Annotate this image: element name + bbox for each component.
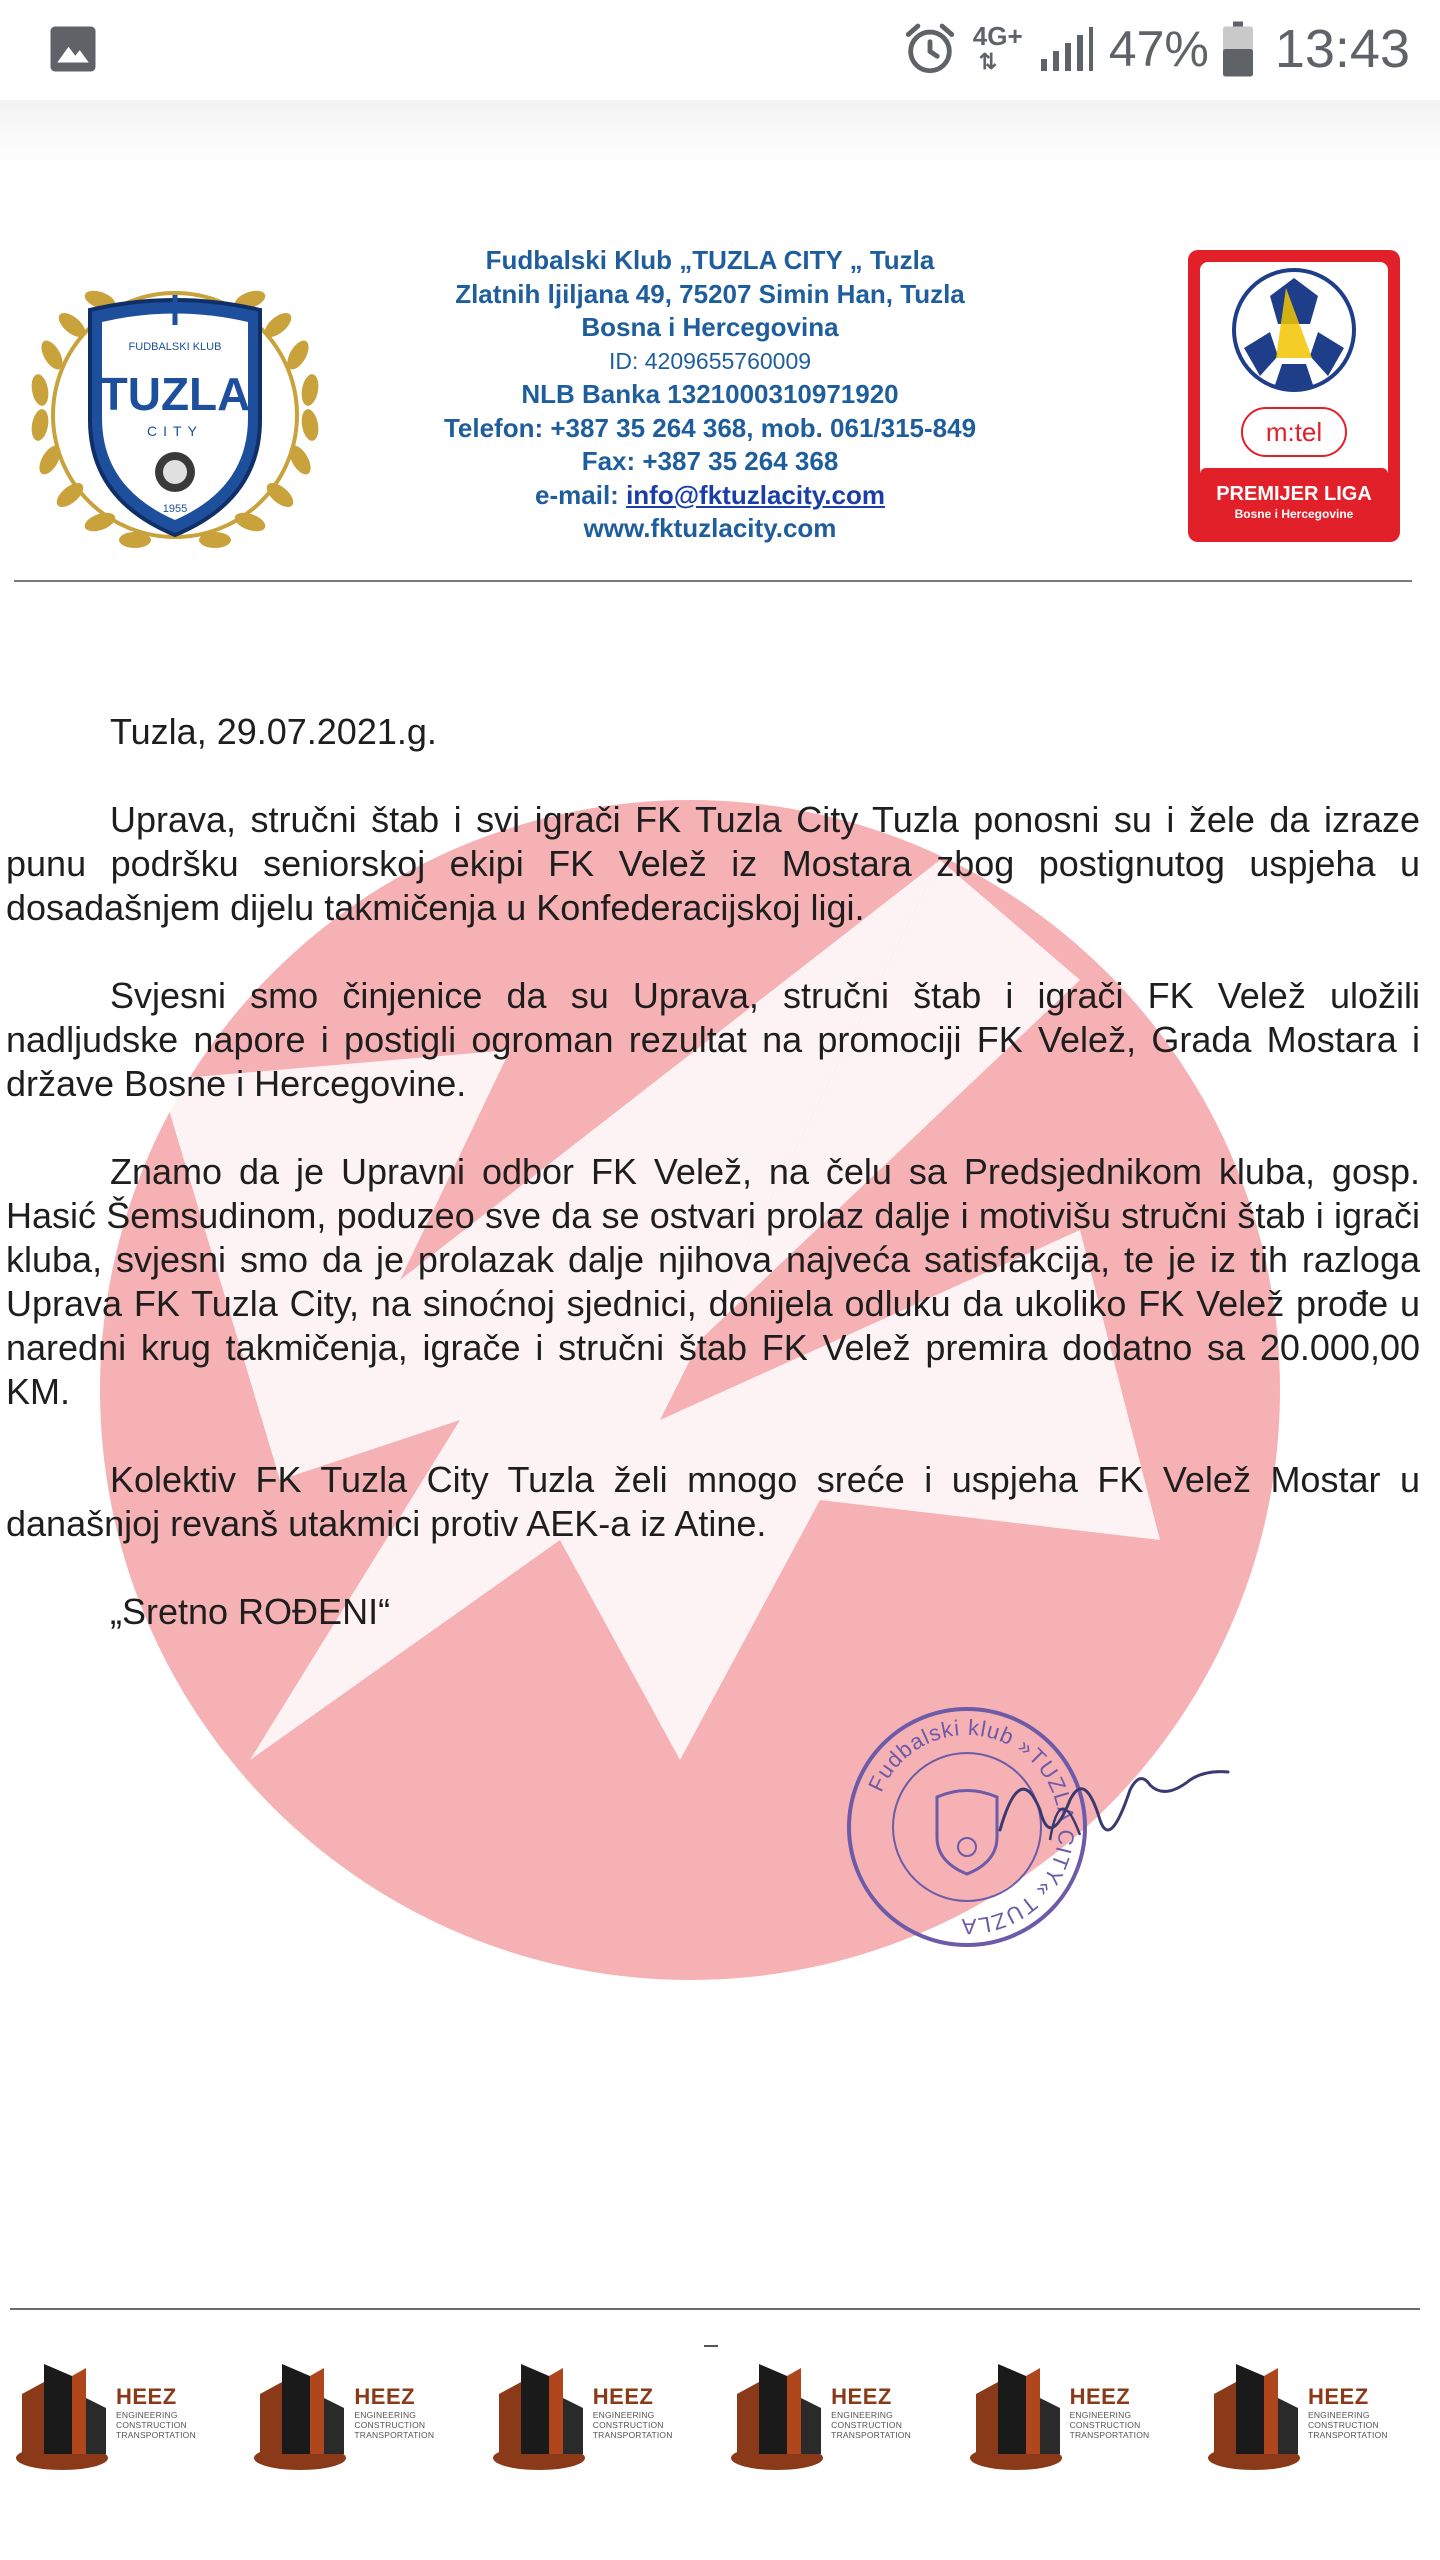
sponsor-name: HEEZ [116,2384,177,2409]
stamp-text: Fudbalski klub »TUZLA CITY« TUZLA [863,1714,1080,1940]
league-sub: Bosne i Hercegovine [1234,507,1354,521]
email-link[interactable]: info@fktuzlacity.com [626,479,885,510]
sponsor-tagline [354,2410,434,2440]
sponsor-tagline [1070,2410,1150,2440]
logo-sub: CITY [147,423,203,439]
gallery-icon [46,22,100,76]
building-icon [968,2354,1068,2474]
sponsor-tag-1: ENGINEERING [592,2410,655,2420]
sponsor-tag-1: ENGINEERING [354,2410,417,2420]
building-icon [252,2354,352,2474]
league-name: PREMIJER LIGA [1216,483,1372,505]
sponsor-logo-heez [968,2354,1196,2474]
sponsor-tag-3: TRANSPORTATION [1307,2430,1388,2440]
sponsor-tagline [1308,2410,1388,2440]
sponsor-tag-3: TRANSPORTATION [116,2430,196,2440]
club-phone: Telefon: +387 35 264 368, mob. 061/315-849 [443,412,977,443]
battery-icon [1223,21,1253,77]
building-icon [14,2354,114,2474]
building-icon [1206,2354,1306,2474]
letter-closing: „Sretno ROĐENI“ [110,1591,391,1632]
logo-year: 1955 [162,503,188,515]
sponsor-tag-1: ENGINEERING [1307,2410,1370,2420]
battery-percent: 47% [1108,21,1209,77]
email-label: e-mail: [535,479,627,510]
club-website: www.fktuzlacity.com [583,513,837,543]
sponsor-tagline [831,2410,911,2440]
sponsor-tag-3: TRANSPORTATION [592,2430,673,2440]
sponsor-tag-2: CONSTRUCTION [354,2420,426,2430]
premijer-liga-logo [1186,248,1402,544]
sponsor-name: HEEZ [1307,2384,1369,2409]
clock: 13:43 [1274,19,1410,79]
letter-date: Tuzla, 29.07.2021.g. [110,711,437,752]
sponsor-logo-heez [491,2354,719,2474]
tuzla-city-club-logo [10,250,340,570]
letter-paragraph: Kolektiv FK Tuzla City Tuzla želi mnogo sreće i uspjeha FK Velež Mostar u današnjoj revanš utakmici protiv AEK-a iz Atine. [6,1459,1420,1544]
letter-body [6,710,1420,1634]
page-top-shadow [0,100,1440,170]
sponsor-tag-2: CONSTRUCTION [1069,2420,1141,2430]
footer-dash [704,2345,718,2347]
sponsor-tag-1: ENGINEERING [831,2410,893,2420]
letter-paragraph: Svjesni smo činjenice da su Uprava, stručni štab i igrači FK Velež uložili nadljudske napore i postigli ogroman rezultat na promociji FK Velež, Grada Mostara i države Bosne i Hercegovine. [6,975,1420,1104]
club-name-line: Fudbalski Klub „TUZLA CITY „ Tuzla [485,245,935,275]
club-fax: Fax: +387 35 264 368 [581,446,839,476]
data-arrows-icon: ⇅ [978,49,998,74]
building-icon [491,2354,591,2474]
network-indicator [973,21,1025,77]
sponsor-tag-1: ENGINEERING [1069,2410,1132,2420]
sponsor-tag-3: TRANSPORTATION [1069,2430,1150,2440]
status-icons [901,14,1410,84]
club-bank: NLB Banka 1321000310971920 [521,379,899,409]
status-bar [0,0,1440,100]
sponsor-name: HEEZ [592,2384,654,2409]
sponsor-logo-heez [729,2354,957,2474]
network-type: 4G+ [972,21,1023,51]
club-address: Zlatnih ljiljana 49, 75207 Simin Han, Tuzla [455,278,965,309]
sponsor-tag-3: TRANSPORTATION [354,2430,435,2440]
sponsor-tagline [116,2410,196,2440]
logo-top-text: FUDBALSKI KLUB [128,341,222,353]
sponsor-strip [14,2354,1434,2474]
sponsor-mtel: m:tel [1265,417,1323,447]
sponsor-tag-2: CONSTRUCTION [831,2420,903,2430]
alarm-icon [901,20,959,78]
letter-paragraph: Znamo da je Upravni odbor FK Velež, na čelu sa Predsjednikom kluba, gosp. Hasić Šemsudinom, poduzeo sve da se ostvari prolaz dalje i motivišu stručni štab i igrači kluba, svjesni smo da je prolazak dalje njihova najveća satisfakcija, te je iz tih razloga Uprava FK Tuzla City, na sinoćnoj sjednici, donijela odluku da ukoliko FK Velež prođe u naredni krug takmičenja, igrače i stručni štab FK Velež premira dodatno sa 20.000,00 KM. [6,1151,1420,1412]
club-email-line [360,479,1060,513]
sponsor-name: HEEZ [831,2384,892,2409]
letter-paragraph: Uprava, stručni štab i svi igrači FK Tuzla City Tuzla ponosni su i žele da izraze punu podršku seniorskoj ekipi FK Velež iz Mostara zbog postignutog uspjeha u dosadašnjem dijelu takmičenja u Konfederacijskoj ligi. [6,799,1420,928]
club-id: ID: 4209655760009 [608,347,812,374]
sponsor-tagline [593,2410,673,2440]
sponsor-tag-2: CONSTRUCTION [116,2420,187,2430]
sponsor-tag-1: ENGINEERING [116,2410,178,2420]
logo-name: TUZLA [99,368,251,420]
club-country: Bosna i Hercegovina [581,312,839,342]
sponsor-logo-heez [252,2354,480,2474]
sponsor-logo-heez [1206,2354,1434,2474]
sponsor-tag-2: CONSTRUCTION [1307,2420,1379,2430]
signal-icon [1039,24,1095,74]
sponsor-logo-heez [14,2354,242,2474]
header-divider [14,580,1412,582]
club-contact-block [360,244,1060,546]
building-icon [729,2354,829,2474]
signature [990,1740,1230,1870]
sponsor-name: HEEZ [1069,2384,1131,2409]
sponsor-tag-3: TRANSPORTATION [831,2430,911,2440]
sponsor-tag-2: CONSTRUCTION [592,2420,664,2430]
sponsor-name: HEEZ [354,2384,416,2409]
footer-divider [10,2308,1420,2310]
